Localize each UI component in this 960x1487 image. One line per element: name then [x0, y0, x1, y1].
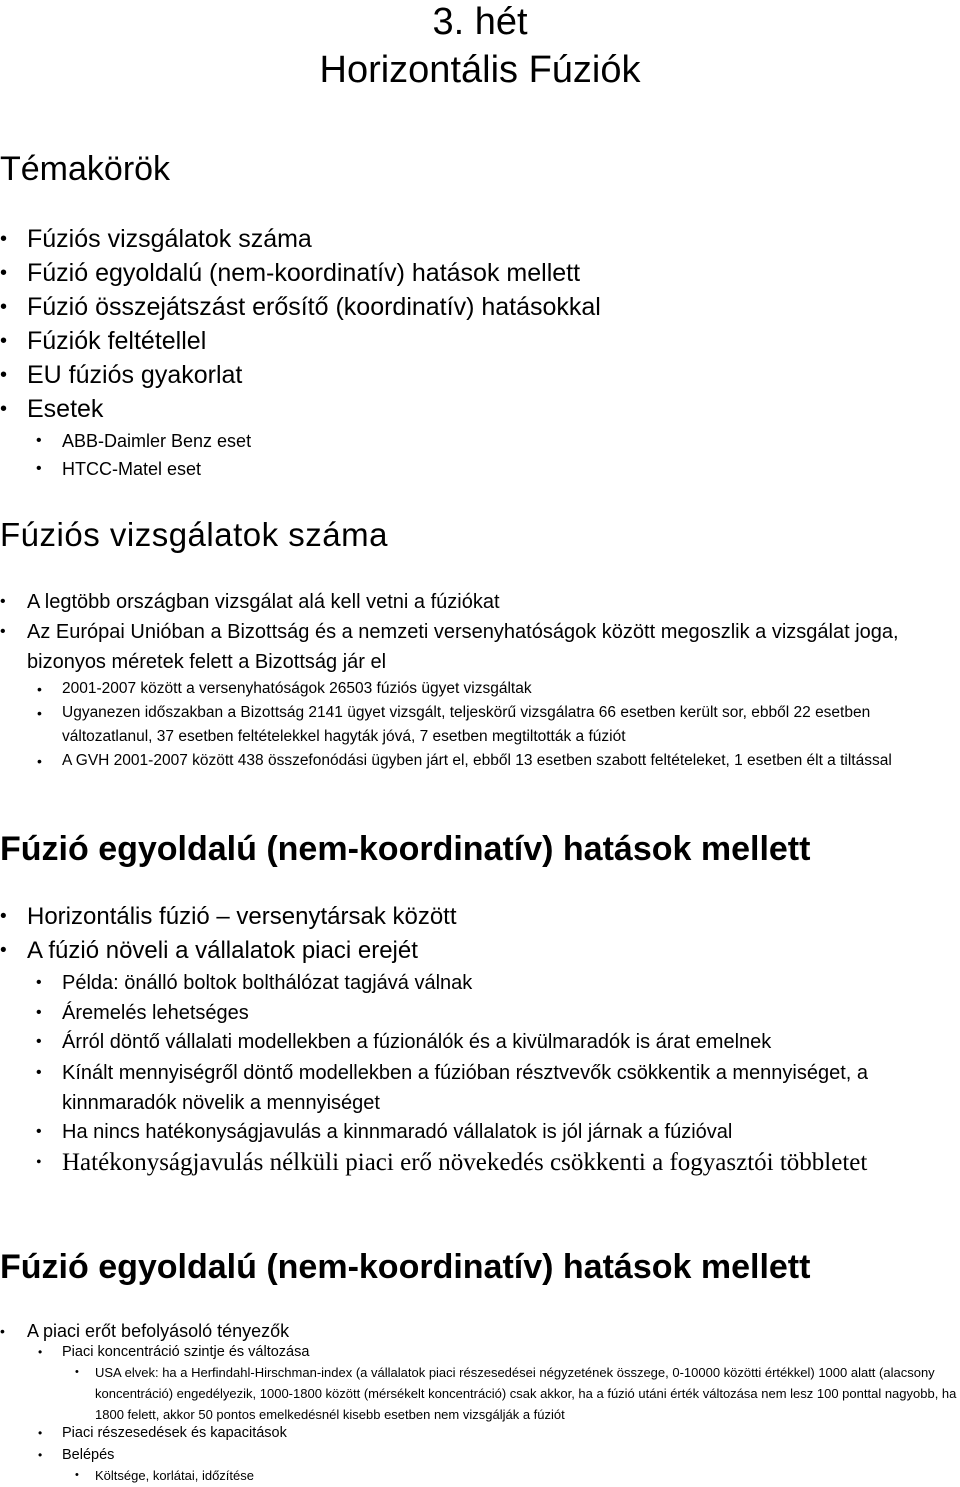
list-item: • Fúzió összejátszást erősítő (koordinatív) hatásokkal — [27, 290, 601, 324]
list-subitem: • ABB-Daimler Benz eset — [62, 427, 251, 455]
list-subitem: • HTCC-Matel eset — [62, 455, 201, 483]
list-subitem: • Belépés — [62, 1444, 114, 1466]
list-item: • A legtöbb országban vizsgálat alá kell vetni a fúziókat — [27, 587, 500, 617]
list-subitem: • Ugyanezen időszakban a Bizottság 2141 ügyet vizsgált, teljeskörű vizsgálatra 66 esetben került sor, ebből 22 esetben változatlanul, 37 esetben feltételekkel hagyták jóvá, 7 esetben megtiltották a fúziót — [62, 701, 942, 749]
list-subitem: • Piaci részesedések és kapacitások — [62, 1422, 287, 1444]
week-label: 3. hét — [432, 1, 528, 43]
list-item: • Fúziók feltétellel — [27, 324, 206, 358]
list-subitem: • A GVH 2001-2007 között 438 összefonódási ügyben járt el, ebből 13 esetben szabott feltételeket, 1 esetben élt a tiltással — [62, 749, 942, 773]
list-subitem: • Áremelés lehetséges — [62, 998, 249, 1028]
list-subitem-2: • USA elvek: ha a Herfindahl-Hirschman-index (a vállalatok piaci részesedései négyzetének összege, 0-10000 közötti értékkel) 1000 alatt (alacsony koncentráció) engedélyezik, 1000-1800 között (mérsékelt koncentráció) csak akkor, ha a fúzió utáni érték változása nem lesz 100 ponttal nagyobb, ha 1800 felett, akkor 50 pontos emelkedésnél kisebb esetben nem vizsgálják a fúziót — [95, 1362, 957, 1425]
section-heading-merger-count: Fúziós vizsgálatok száma — [0, 516, 388, 553]
section-heading-unilateral-effects-2: Fúzió egyoldalú (nem-koordinatív) hatások mellett — [0, 1248, 811, 1286]
list-item: • EU fúziós gyakorlat — [27, 358, 242, 392]
list-subitem: • Árról döntő vállalati modellekben a fúzionálók és a kivülmaradók is árat emelnek — [62, 1027, 771, 1057]
list-item: • Fúzió egyoldalú (nem-koordinatív) hatások mellett — [27, 256, 580, 290]
list-subitem: • Piaci koncentráció szintje és változása — [62, 1341, 309, 1363]
list-item: • Horizontális fúzió – versenytársak között — [27, 901, 457, 933]
list-item: • A fúzió növeli a vállalatok piaci erejét — [27, 935, 418, 967]
list-subitem: • Példa: önálló boltok bolthálózat tagjává válnak — [62, 968, 472, 998]
section-heading-unilateral-effects: Fúzió egyoldalú (nem-koordinatív) hatások mellett — [0, 830, 811, 868]
page-title: Horizontális Fúziók — [319, 49, 641, 91]
list-item: • Fúziós vizsgálatok száma — [27, 222, 312, 256]
list-item: • Esetek — [27, 392, 103, 426]
list-subitem: • Hatékonyságjavulás nélküli piaci erő növekedés csökkenti a fogyasztói többletet — [62, 1146, 922, 1180]
list-item: • A piaci erőt befolyásoló tényezők — [27, 1318, 289, 1344]
section-heading-topics: Témakörök — [0, 150, 171, 188]
list-subitem-2: • Költsége, korlátai, időzítése — [95, 1465, 254, 1486]
list-subitem: • Kínált mennyiségről döntő modellekben a fúzióban résztvevők csökkentik a mennyiséget, a kinnmaradók növelik a mennyiséget — [62, 1058, 922, 1118]
list-item: • Az Európai Unióban a Bizottság és a nemzeti versenyhatóságok között megoszlik a vizsgálat joga, bizonyos méretek felett a Bizottság jár el — [27, 617, 942, 677]
list-subitem: • 2001-2007 között a versenyhatóságok 26503 fúziós ügyet vizsgáltak — [62, 677, 532, 701]
list-subitem: • Ha nincs hatékonyságjavulás a kinnmaradó vállalatok is jól járnak a fúzióval — [62, 1117, 732, 1147]
